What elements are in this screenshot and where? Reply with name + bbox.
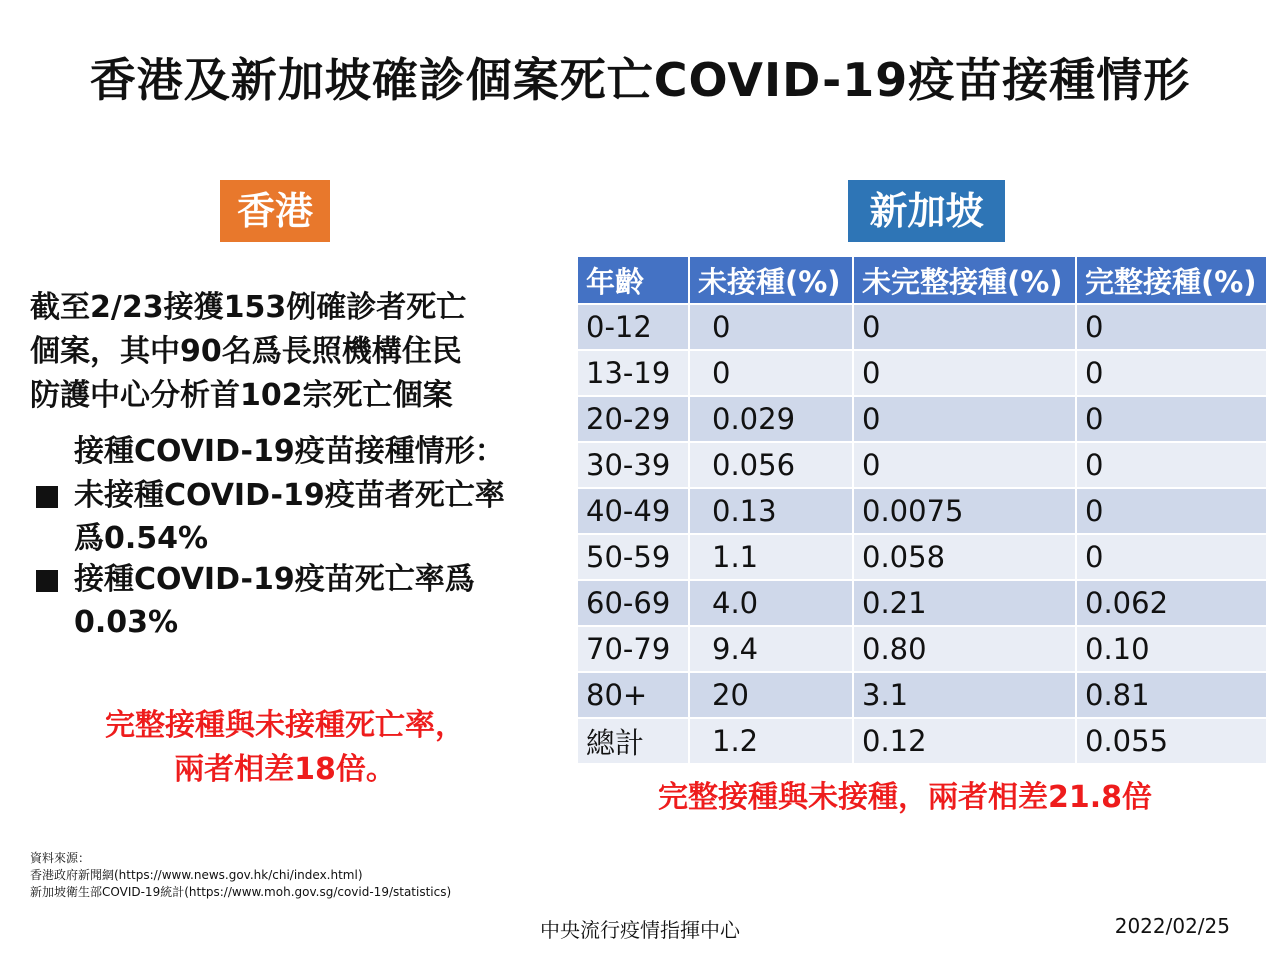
table-cell: 3.1 bbox=[853, 672, 1076, 718]
table-cell: 0 bbox=[853, 304, 1076, 350]
table-cell: 1.2 bbox=[689, 718, 853, 764]
source-line: 香港政府新聞網(https://www.news.gov.hk/chi/index.html) bbox=[30, 868, 363, 882]
table-cell: 0 bbox=[689, 350, 853, 396]
table-row bbox=[578, 718, 1267, 764]
source-line: 新加坡衛生部COVID-19統計(https://www.moh.gov.sg/covid-19/statistics) bbox=[30, 885, 452, 899]
table-row bbox=[578, 488, 1267, 534]
table-row bbox=[578, 626, 1267, 672]
table-cell: 50-59 bbox=[578, 534, 689, 580]
table-cell: 0 bbox=[853, 396, 1076, 442]
table-row bbox=[578, 304, 1267, 350]
table-cell: 80+ bbox=[578, 672, 689, 718]
table-cell: 30-39 bbox=[578, 442, 689, 488]
hongkong-conclusion bbox=[40, 704, 530, 792]
table-cell: 0.10 bbox=[1076, 626, 1267, 672]
table-row bbox=[578, 442, 1267, 488]
table-header-row bbox=[578, 257, 1267, 304]
table-cell: 0 bbox=[1076, 442, 1267, 488]
table-cell: 1.1 bbox=[689, 534, 853, 580]
table-cell: 9.4 bbox=[689, 626, 853, 672]
table-cell: 13-19 bbox=[578, 350, 689, 396]
hongkong-bullet-unvaccinated bbox=[36, 474, 536, 560]
sources-heading: 資料來源： bbox=[30, 851, 91, 865]
header-age: 年齡 bbox=[578, 257, 689, 304]
table-cell: 總計 bbox=[578, 718, 689, 764]
table-cell: 0.062 bbox=[1076, 580, 1267, 626]
table-cell: 0.21 bbox=[853, 580, 1076, 626]
table-cell: 0 bbox=[1076, 396, 1267, 442]
table-cell: 0.0075 bbox=[853, 488, 1076, 534]
table-cell: 0.055 bbox=[1076, 718, 1267, 764]
hongkong-conclusion-line: 兩者相差18倍。 bbox=[174, 752, 396, 787]
table-cell: 20-29 bbox=[578, 396, 689, 442]
table-cell: 0 bbox=[1076, 304, 1267, 350]
table-cell: 4.0 bbox=[689, 580, 853, 626]
hongkong-bullet-vaccinated bbox=[36, 558, 536, 644]
table-row bbox=[578, 580, 1267, 626]
header-unvaccinated: 未接種(%) bbox=[689, 257, 853, 304]
table-cell: 20 bbox=[689, 672, 853, 718]
table-row bbox=[578, 396, 1267, 442]
table-row bbox=[578, 534, 1267, 580]
hongkong-intro-line: 截至2/23接獲153例確診者死亡 bbox=[30, 290, 467, 325]
singapore-conclusion: 完整接種與未接種，兩者相差21.8倍 bbox=[658, 780, 1153, 815]
bullet-square-icon bbox=[36, 486, 58, 508]
singapore-death-rate-table bbox=[578, 257, 1268, 765]
table-cell: 0 bbox=[1076, 350, 1267, 396]
table-cell: 0 bbox=[689, 304, 853, 350]
hongkong-intro-line: 防護中心分析首102宗死亡個案 bbox=[30, 378, 453, 413]
page-title: 香港及新加坡確診個案死亡COVID-19疫苗接種情形 bbox=[89, 53, 1191, 107]
table-cell: 60-69 bbox=[578, 580, 689, 626]
bullet-text: 接種COVID-19疫苗死亡率爲0.03% bbox=[74, 562, 475, 640]
sources bbox=[30, 850, 451, 901]
hongkong-analysis-heading: 接種COVID-19疫苗接種情形： bbox=[74, 434, 505, 469]
table-cell: 70-79 bbox=[578, 626, 689, 672]
table-row bbox=[578, 672, 1267, 718]
hongkong-conclusion-line: 完整接種與未接種死亡率， bbox=[105, 708, 465, 743]
table-cell: 0.81 bbox=[1076, 672, 1267, 718]
bullet-square-icon bbox=[36, 570, 58, 592]
table-cell: 0.80 bbox=[853, 626, 1076, 672]
table-cell: 0.029 bbox=[689, 396, 853, 442]
singapore-label: 新加坡 bbox=[848, 180, 1005, 242]
table-cell: 0.058 bbox=[853, 534, 1076, 580]
header-fully-vaccinated: 完整接種(%) bbox=[1076, 257, 1267, 304]
table-cell: 0.12 bbox=[853, 718, 1076, 764]
footer-organization: 中央流行疫情指揮中心 bbox=[540, 918, 740, 942]
hongkong-intro-line: 個案，其中90名爲長照機構住民 bbox=[30, 334, 462, 369]
table-cell: 0.13 bbox=[689, 488, 853, 534]
bullet-text: 未接種COVID-19疫苗者死亡率爲0.54% bbox=[74, 478, 505, 556]
table-cell: 0.056 bbox=[689, 442, 853, 488]
table-cell: 0-12 bbox=[578, 304, 689, 350]
table-cell: 0 bbox=[853, 442, 1076, 488]
table-row bbox=[578, 350, 1267, 396]
table-cell: 40-49 bbox=[578, 488, 689, 534]
table-cell: 0 bbox=[1076, 534, 1267, 580]
header-partially-vaccinated: 未完整接種(%) bbox=[853, 257, 1076, 304]
hongkong-label: 香港 bbox=[220, 180, 330, 242]
footer-date: 2022/02/25 bbox=[1114, 914, 1230, 938]
hongkong-intro bbox=[30, 286, 550, 418]
table-cell: 0 bbox=[853, 350, 1076, 396]
table-cell: 0 bbox=[1076, 488, 1267, 534]
